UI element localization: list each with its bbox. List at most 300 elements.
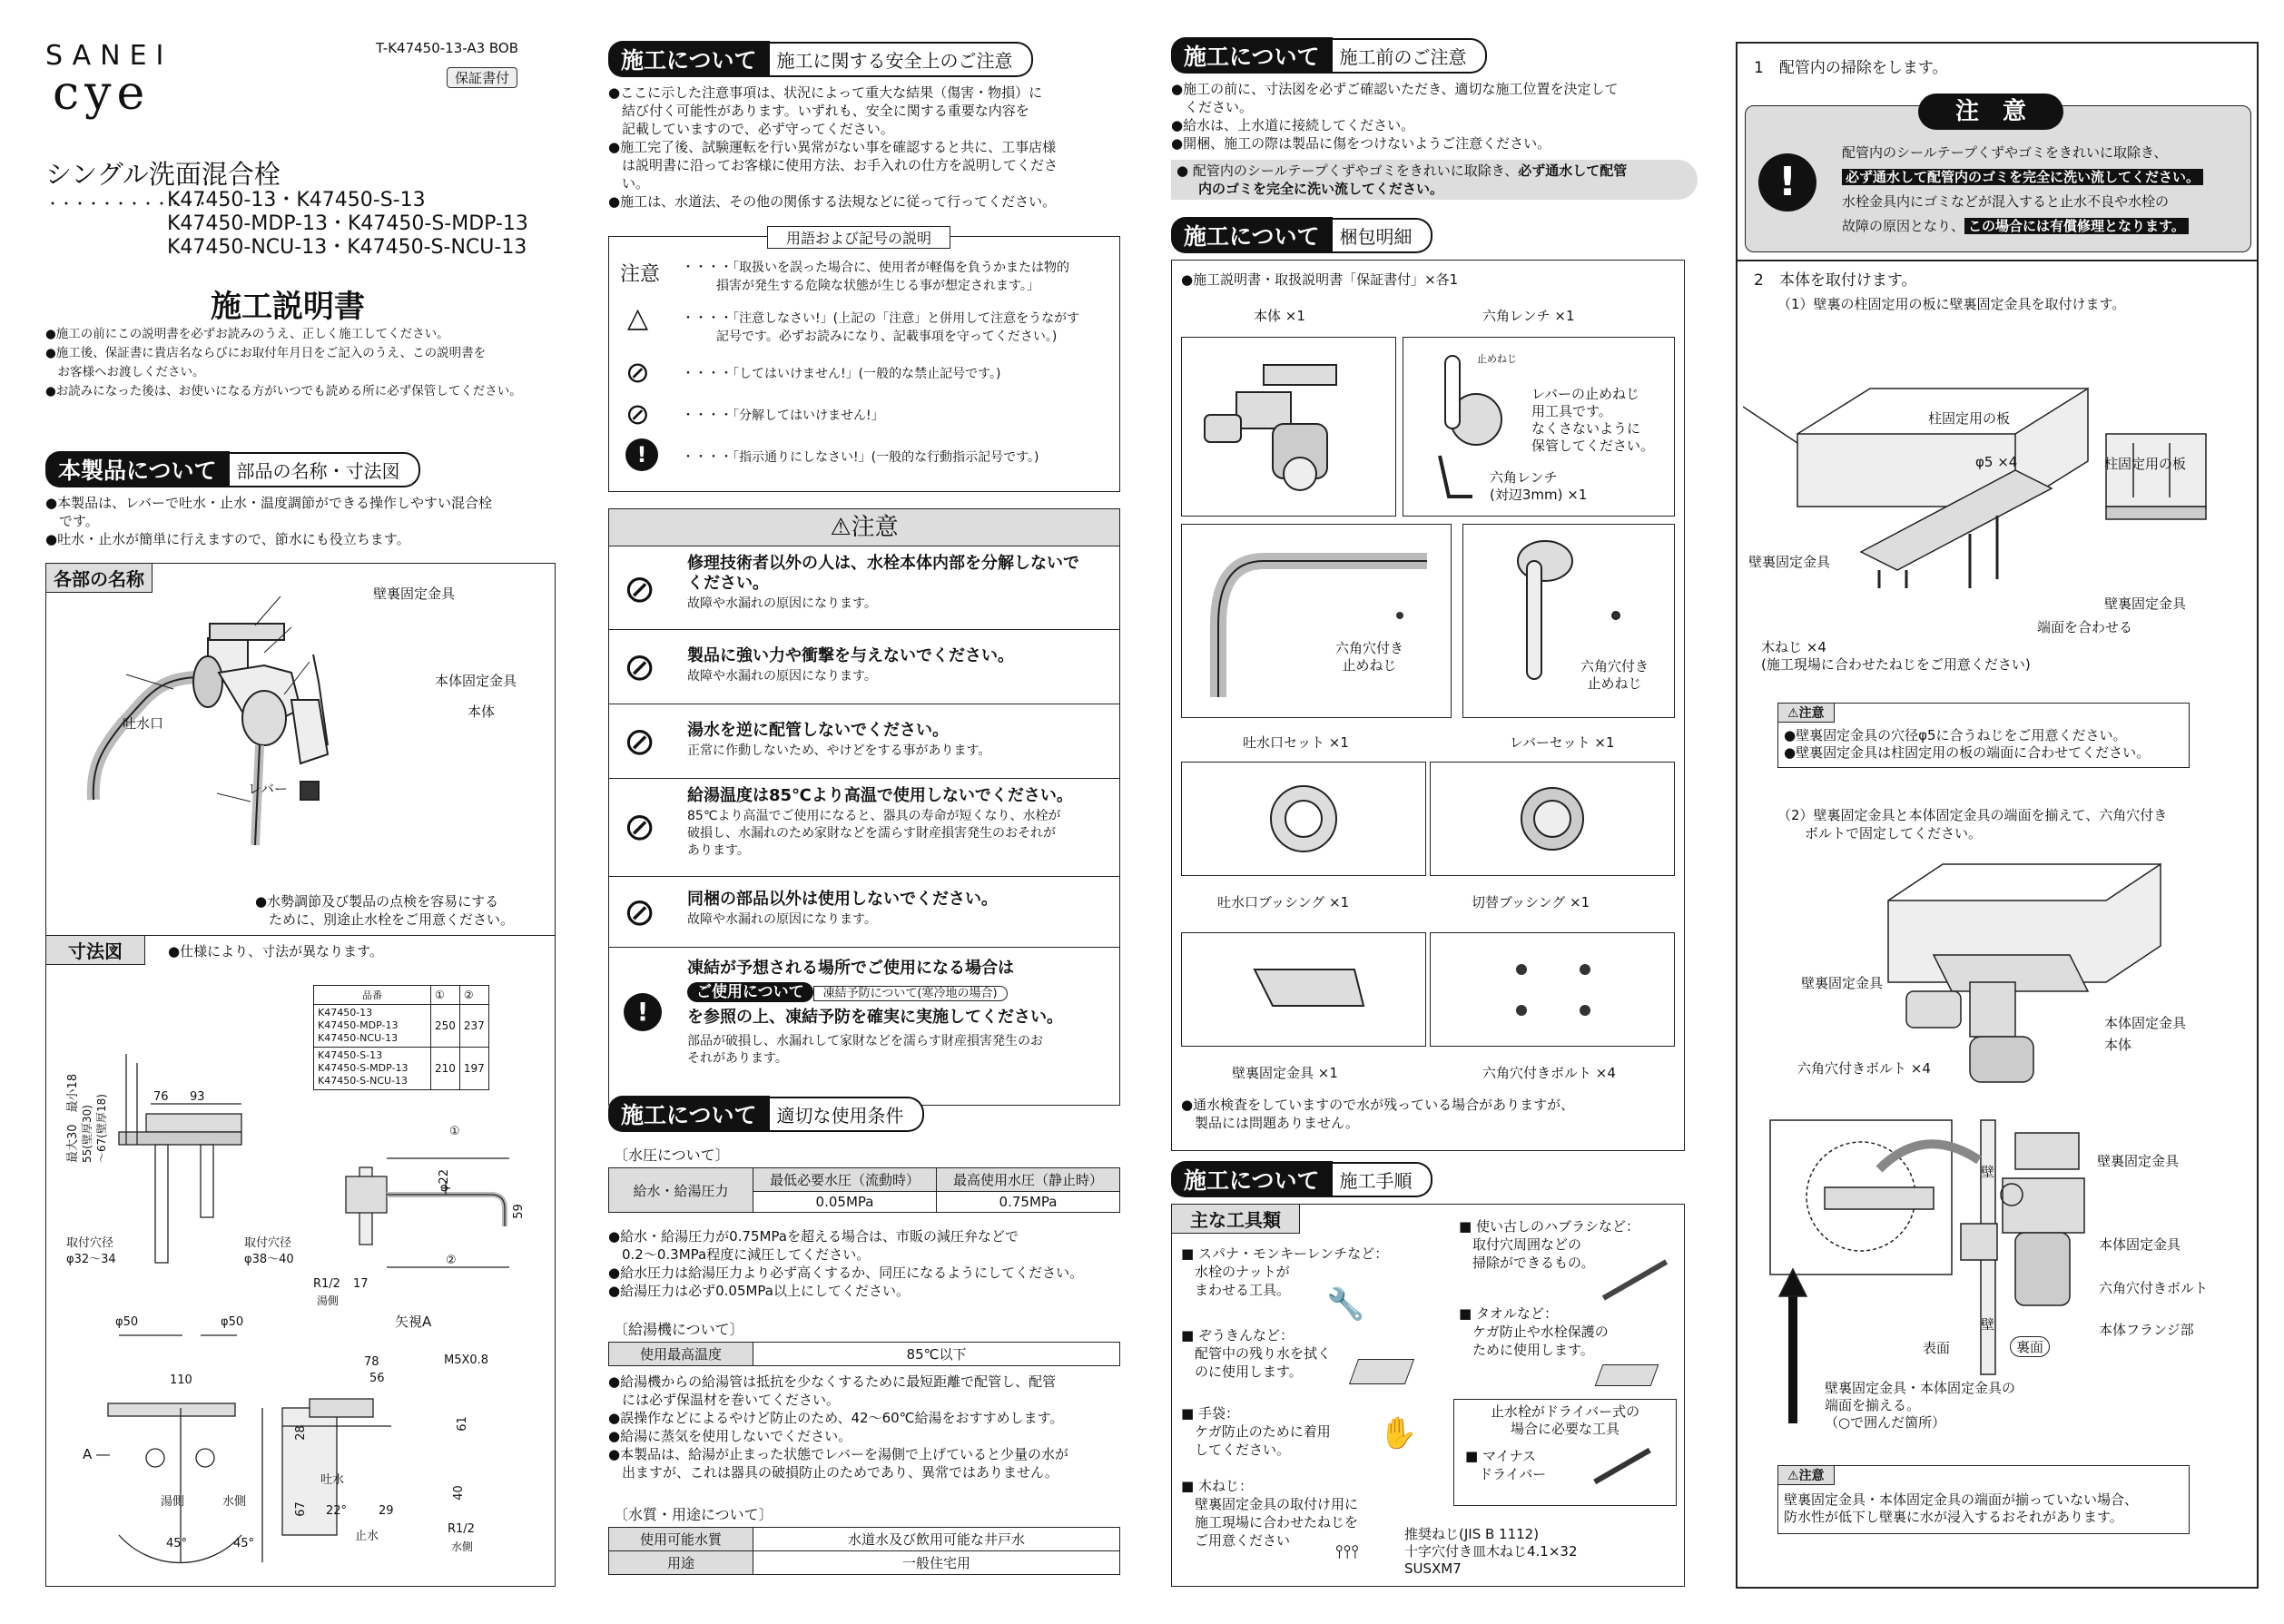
text: 損害が発生する危険な状態が生じる事が想定されます。」 [716, 279, 1039, 293]
screw-icon: ⫯⫯⫯ [1335, 1540, 1360, 1562]
cold-side-b: 水側 [451, 1540, 474, 1553]
terms-title: 用語および記号の説明 [767, 226, 950, 249]
text: ■ 手袋： [1181, 1405, 1239, 1422]
model-line: K47450-13・K47450-S-13 [167, 189, 426, 212]
bullet: ●施工完了後、試験運転を行い異常がない事を確認すると共に、工事店様 [608, 139, 1057, 155]
bushing-illustration [1182, 763, 1425, 875]
pack-bolts-label: 六角穴付きボルト ×4 [1482, 1065, 1616, 1081]
model: K47450-MDP-13 [318, 1019, 399, 1031]
recommended-screw [1404, 1526, 1578, 1578]
table-header: 使用最高温度 [609, 1343, 753, 1366]
caution-detail: 故障や水漏れの原因になります。 [687, 596, 877, 611]
warning-triangle-icon: △ [627, 302, 649, 334]
note: ●給湯機からの給湯管は抵抗を少なくするために最短距離で配管し、配管 [608, 1373, 1057, 1390]
pack-item-bolts [1430, 932, 1675, 1047]
step-2-title: 2 本体を取付けます。 [1754, 271, 1917, 290]
caution-text [687, 554, 1079, 594]
dim-r12b: R1/2 [448, 1522, 475, 1536]
dim-c1: ① [449, 1125, 460, 1138]
text: 壁裏固定金具の取付け用に [1181, 1496, 1359, 1512]
note-line: ●施工の前にこの説明書を必ずお読みのうえ、正しく施工してください。 [45, 327, 449, 341]
pressure-notes [608, 1227, 1083, 1300]
label-body-fix: 本体固定金具 [435, 673, 517, 689]
step-2-1: （1）壁裏の柱固定用の板に壁裏固定金具を取付けます。 [1777, 296, 2126, 312]
text: 用工具です。 [1531, 403, 1612, 419]
view-a: 矢視A [395, 1314, 432, 1330]
text: 防水性が低下し壁裏に水が浸入するおそれがあります。 [1784, 1509, 2123, 1525]
view-a-marker: A ― [83, 1446, 111, 1462]
section-header-product [45, 454, 420, 485]
no-disassemble-icon: ⊘ [624, 566, 656, 611]
section-title: 施工について [608, 1096, 770, 1132]
value: φ38〜40 [244, 1253, 294, 1266]
pack-item-spout [1181, 524, 1452, 718]
dim-hot-side: 湯側 [317, 1294, 340, 1307]
dim-22deg: 22° [326, 1504, 348, 1518]
prohibit-icon: ⊘ [624, 890, 656, 934]
pressure-title: 〔水圧について〕 [614, 1147, 730, 1164]
note-text [1784, 1491, 2138, 1526]
label-wall-2: 壁 [1981, 1316, 1995, 1333]
table-header: 品番 [314, 986, 431, 1005]
dim-76: 76 [153, 1090, 169, 1104]
label-bodyfix: 本体固定金具 [2104, 1015, 2187, 1031]
dim-40: 40 [451, 1485, 466, 1501]
note-text [1784, 727, 2150, 762]
text: 施工現場に合わせたねじを [1181, 1514, 1359, 1530]
step-2-2-illustration [1743, 846, 2251, 1091]
note: ●誤操作などによるやけど防止のため、42〜60℃給湯をおすすめします。 [608, 1410, 1064, 1426]
text: ケガ防止や水栓保護の [1459, 1324, 1609, 1340]
note: 出ますが、これは器具の破損防止のためであり、異常ではありません。 [608, 1464, 1058, 1481]
term-attention-text [682, 310, 1079, 346]
caution-row [609, 778, 1119, 877]
parts-box-title: 各部の名称 [46, 564, 153, 593]
pack-wrench-label: 六角レンチ ×1 [1482, 308, 1575, 324]
dim-78: 78 [364, 1355, 379, 1369]
text: 修理技術者以外の人は、水栓本体内部を分解しないで [687, 554, 1079, 573]
text: 六角穴付き [1335, 640, 1404, 656]
before-bullets [1171, 80, 1619, 153]
dim-phi22: φ22 [438, 1168, 452, 1193]
mandatory-icon: ! [1758, 153, 1816, 212]
table-header: ② [459, 986, 488, 1005]
text: ●通水検査をしていますので水が残っている場合がありますが、 [1181, 1097, 1575, 1113]
caution-text: 製品に強い力や衝撃を与えないでください。 [687, 646, 1014, 665]
note-title: ⚠注意 [1778, 704, 1835, 723]
caution-text: 凍結が予想される場所でご使用になる場合は [687, 959, 1014, 978]
section-title: 本製品について [45, 451, 230, 487]
section-subtitle: 施工前のご注意 [1333, 38, 1487, 74]
pack-wallfix-label: 壁裏固定金具 ×1 [1232, 1065, 1338, 1081]
dim-29: 29 [379, 1504, 394, 1518]
text: あります。 [687, 843, 750, 858]
bracket-illustration [1182, 933, 1425, 1046]
bolts-illustration [1431, 933, 1674, 1046]
dim-67: 〜67(壁厚18) [95, 1094, 108, 1163]
product-name: シングル洗面混合栓 [45, 159, 281, 190]
text: 配管内のシールテープくずやゴミをきれいに取除き、 [1842, 144, 2168, 161]
text: 保管してください。 [1531, 438, 1655, 454]
model-line: K47450-NCU-13・K47450-S-NCU-13 [167, 236, 527, 259]
pack-note [1181, 1096, 1574, 1132]
dim-m5: M5X0.8 [444, 1353, 489, 1367]
label-wall: 壁 [1981, 1164, 1995, 1180]
dimension-box-title: 寸法図 [46, 936, 145, 965]
bullet: ●吐水・止水が簡単に行えますので、節水にも役立ちます。 [45, 531, 410, 547]
text: ご用意ください [1181, 1532, 1291, 1549]
text: ●壁裏固定金具は柱固定用の板の端面に合わせてください。 [1784, 744, 2151, 761]
text: 六角レンチ [1490, 469, 1558, 486]
table-cell: 85℃以下 [753, 1343, 1120, 1366]
text: ■ スパナ・モンキーレンチなど： [1181, 1245, 1389, 1262]
dim-55: 55(壁厚30) [81, 1105, 94, 1163]
step-2-3-caption [1825, 1380, 2015, 1432]
section-subtitle: 適切な使用条件 [770, 1097, 924, 1132]
model: K47450-13 [318, 1007, 373, 1019]
section-header-procedure [1171, 1164, 1432, 1195]
pack-item-wallfix [1181, 932, 1426, 1047]
text: してください。 [1181, 1442, 1291, 1458]
label-board: 柱固定用の板 [1928, 410, 2011, 427]
wrench-note [1531, 386, 1654, 455]
spout-illustration [1182, 525, 1451, 717]
gloves-icon: ✋ [1379, 1415, 1418, 1452]
text: ドライバー [1465, 1466, 1547, 1482]
table-cell: 250 [431, 1005, 460, 1048]
text: レバーの止めねじ [1531, 386, 1639, 402]
stopvalve-note [255, 892, 514, 929]
note-title: ⚠注意 [1778, 1466, 1835, 1485]
text: ■ タオルなど： [1459, 1305, 1558, 1322]
text: この場合には有償修理となります。 [1964, 218, 2189, 234]
text: 壁裏固定金具・本体固定金具の [1825, 1380, 2016, 1396]
bushing-illustration [1431, 763, 1674, 875]
dim-wall-thickness: 最大30 最小18 [66, 1073, 80, 1163]
bullet: 結び付く可能性があります。いずれも、安全に関する重要な内容を [608, 103, 1029, 119]
text: 製品には問題ありません。 [1181, 1115, 1359, 1131]
label-bolts: 六角穴付きボルト ×4 [1797, 1060, 1931, 1077]
section-title: 施工について [1171, 37, 1333, 74]
text: まわせる工具。 [1181, 1282, 1291, 1298]
text: ■ 木ねじ： [1181, 1478, 1253, 1494]
text: 85℃より高温でご使用になると、器具の寿命が短くなり、水栓が [687, 809, 1061, 823]
term-caution: 注意 [620, 263, 661, 286]
text: ●壁裏固定金具の穴径φ5に合うねじをご用意ください。 [1784, 727, 2127, 743]
bullet: ●本製品は、レバーで吐水・止水・温度調節ができる操作しやすい混合栓 [45, 495, 493, 511]
text: 配管中の残り水を拭く [1181, 1345, 1332, 1362]
text: ● 配管内のシールテープくずやゴミをきれいに取除き、 [1176, 162, 1519, 179]
bullet: ください。 [1171, 99, 1254, 115]
prohibit-icon: ⊘ [624, 804, 656, 849]
table-cell: 一般住宅用 [753, 1551, 1120, 1575]
text: 注意 [1798, 706, 1825, 721]
table-header: 最高使用水圧（静止時） [937, 1168, 1120, 1192]
text: ・・・・「注意しなさい!」(上記の「注意」と併用して注意をうながす [682, 311, 1080, 326]
warranty-badge: 保証書付 [447, 67, 517, 88]
pack-top-note: ●施工説明書・取扱説明書「保証書付」×各1 [1181, 271, 1459, 288]
prohibit-icon: ⊘ [624, 645, 656, 689]
pack-body-label: 本体 ×1 [1254, 308, 1305, 324]
note: には必ず保温材を巻いてください。 [608, 1392, 841, 1408]
caution-text: 給湯温度は85℃より高温で使用しないでください。 [687, 786, 1073, 805]
tool-screws [1181, 1477, 1358, 1550]
text: 止水栓がドライバー式の [1490, 1403, 1640, 1420]
section-title: 施工について [1171, 1161, 1333, 1197]
caution-detail [687, 808, 1061, 860]
table-cell: 197 [459, 1048, 488, 1090]
text [1842, 214, 2203, 239]
table-header: 使用可能水質 [609, 1528, 753, 1551]
mount-hole-1 [66, 1235, 116, 1268]
wrench-caption [1490, 469, 1587, 504]
text: 六角穴付き [1580, 658, 1649, 674]
model-line: K47450-MDP-13・K47450-S-MDP-13 [167, 212, 528, 235]
caution-row [609, 546, 1119, 630]
caution-text: 湯水を逆に配管しないでください。 [687, 721, 949, 740]
brand-logo [45, 40, 172, 121]
quality-title: 〔水質・用途について〕 [614, 1506, 773, 1523]
text: ボルトで固定してください。 [1777, 825, 1983, 842]
text: ■ ぞうきんなど： [1181, 1327, 1294, 1343]
caution-label: 注 意 [1918, 94, 2063, 130]
safety-bullets [608, 84, 1058, 211]
text: なくさないように [1531, 420, 1641, 437]
section-subtitle: 部品の名称・寸法図 [230, 452, 420, 487]
driver-box-title [1454, 1403, 1676, 1438]
table-header: 給水・給湯圧力 [609, 1168, 753, 1213]
page-title: 施工説明書 [211, 289, 365, 325]
bullet: です。 [45, 513, 99, 529]
note-line: お客様へお渡しください。 [45, 365, 205, 379]
text: 必ず通水して配管内のゴミを完全に洗い流してください。 [1842, 169, 2203, 185]
text: 掃除ができるもの。 [1459, 1255, 1595, 1271]
text: 故障の原因となり、 [1842, 218, 1965, 234]
section-subtitle: 梱包明細 [1333, 218, 1432, 253]
section-title: 施工について [608, 41, 770, 77]
tool-towel [1459, 1304, 1609, 1359]
hot-side: 湯側 [161, 1495, 185, 1509]
label-wallfix-4: 壁裏固定金具 [2097, 1153, 2180, 1169]
caution-row [609, 876, 1119, 948]
bullet: ●施工の前に、寸法図を必ずご確認いただき、適切な施工位置を決定して [1171, 81, 1619, 97]
text: 推奨ねじ(JIS B 1112) [1404, 1526, 1540, 1542]
dim-61: 61 [455, 1416, 469, 1432]
bullet: ●施工は、水道法、その他の関係する法規などに従って行ってください。 [608, 193, 1057, 210]
brand-name: SANEI [45, 40, 173, 72]
tool-rag [1181, 1326, 1331, 1381]
heater-table [608, 1342, 1120, 1366]
text: 取付穴周囲などの [1459, 1236, 1582, 1253]
label-wallfix: 壁裏固定金具 [1748, 554, 1831, 570]
text: ために使用します。 [1459, 1342, 1594, 1358]
pack-bushing2-label: 切替ブッシング ×1 [1472, 894, 1590, 910]
label-wall-fix: 壁裏固定金具 [373, 586, 456, 602]
faucet-illustration [46, 564, 555, 936]
text: それがあります。 [687, 1051, 788, 1066]
pack-lever-label: レバーセット ×1 [1510, 734, 1615, 751]
dim-67b: 67 [293, 1501, 308, 1517]
note-line: ために、別途止水栓をご用意ください。 [255, 911, 515, 928]
label-bodyfix-2: 本体固定金具 [2099, 1236, 2181, 1253]
text: 内のゴミを完全に洗い流してください。 [1198, 181, 1444, 197]
section-header-safety [608, 44, 1033, 74]
bullet: ●ここに示した注意事項は、状況によって重大な結果（傷害・物損）に [608, 84, 1043, 101]
note: ●給湯圧力は必ず0.05MPa以上にしてください。 [608, 1283, 910, 1299]
label-wallfix-3: 壁裏固定金具 [1801, 975, 1884, 991]
caution-row [609, 629, 1119, 704]
freeze-ref [687, 982, 1008, 1004]
section-header-pack [1171, 220, 1432, 251]
dimension-box [45, 935, 556, 1587]
model: K47450-S-13 [318, 1049, 383, 1061]
caution-text: 同梱の部品以外は使用しないでください。 [687, 890, 998, 909]
label-spout: 吐水口 [123, 715, 164, 732]
caution-detail: 故障や水漏れの原因になります。 [687, 912, 877, 927]
dimension-note: ●仕様により、寸法が異なります。 [168, 943, 383, 960]
note-line: ●お読みになった後は、お使いになる方がいつでも読める所に必ず保管してください。 [45, 384, 522, 399]
package-box [1171, 260, 1685, 1151]
text: 水栓金具内にゴミなどが混入すると止水不良や水栓の [1842, 193, 2170, 210]
term-caution-text [682, 259, 1069, 295]
dim-r12: R1/2 [313, 1277, 340, 1291]
steps-frame [1736, 42, 2259, 1589]
bullet: ●開梱、施工の際は製品に傷をつけないようご注意ください。 [1171, 135, 1551, 152]
model: K47450-NCU-13 [318, 1032, 399, 1044]
bullet: ●給水は、上水道に接続してください。 [1171, 117, 1415, 133]
heater-notes [608, 1373, 1068, 1481]
mandatory-icon: ! [624, 993, 662, 1031]
note: 0.2〜0.3MPa程度に減圧してください。 [608, 1246, 871, 1263]
text: 場合に必要な工具 [1510, 1421, 1619, 1437]
model: K47450-S-NCU-13 [318, 1075, 409, 1087]
pack-item-bushing1 [1181, 762, 1426, 876]
before-highlight [1171, 160, 1698, 200]
table-cell: 210 [431, 1048, 460, 1090]
text: （○で囲んだ箇所） [1825, 1414, 1946, 1431]
text: 必ず通水して配管 [1518, 162, 1628, 179]
section-subtitle: 施工に関する安全上のご注意 [770, 42, 1033, 77]
text: ■ マイナス [1465, 1448, 1537, 1464]
document-code: T-K47450-13-A3 BOB [376, 40, 519, 56]
label-board-2: 柱固定用の板 [2104, 456, 2187, 472]
note: ●本製品は、給湯が止まった状態でレバーを湯側で上げていると少量の水が [608, 1446, 1069, 1462]
no-disassemble-icon: ⊘ [625, 397, 650, 431]
step-2-3-note [1777, 1465, 2190, 1534]
text: 水栓のナットが [1181, 1264, 1290, 1280]
dimension-drawing [46, 936, 555, 1586]
pack-spout-label: 吐水口セット ×1 [1243, 734, 1349, 751]
tools-title: 主な工具類 [1172, 1205, 1300, 1234]
table-header: 用途 [609, 1551, 753, 1575]
intro-notes [45, 325, 522, 401]
bullet: は説明書に沿ってお客様に使用方法、お手入れの仕方を説明してくださ [608, 157, 1058, 173]
text: （2）壁裏固定金具と本体固定金具の端面を揃えて、六角穴付き [1777, 807, 2168, 823]
text: 端面を揃える。 [1825, 1397, 1921, 1413]
label-back: 裏面 [2010, 1336, 2050, 1357]
caution-row-freeze [609, 947, 1119, 1106]
table-cell: 0.05MPa [753, 1192, 937, 1213]
screwdriver-icon [1593, 1448, 1651, 1484]
text: 部品が破損し、水漏れして家財などを濡らす財産損害発生のお [687, 1034, 1043, 1048]
dim-93: 93 [190, 1090, 205, 1104]
step-2-1-illustration [1743, 316, 2251, 588]
text [1842, 165, 2203, 190]
model-dots: ・・・・・・・・・・・・ [45, 195, 210, 212]
text: SUSXM7 [1404, 1560, 1462, 1577]
stop-dir: 止水 [355, 1530, 379, 1543]
label-front: 表面 [1923, 1340, 1951, 1356]
pack-bushing1-label: 吐水口ブッシング ×1 [1217, 894, 1350, 910]
label-edge: 端面を合わせる [2037, 619, 2133, 635]
text: ■ 使い古しのハブラシなど： [1459, 1218, 1639, 1235]
body-illustration [1182, 338, 1395, 516]
step-2-2 [1777, 806, 2167, 842]
step-1-caution [1745, 98, 2251, 252]
mount-hole-2 [244, 1235, 294, 1268]
hex-screw-1 [1335, 640, 1403, 674]
section-ref-pill: ご使用について [687, 982, 813, 1002]
text: (施工現場に合わせたねじをご用意ください) [1761, 656, 2031, 673]
text: 木ねじ ×4 [1761, 639, 1826, 655]
dim-56: 56 [369, 1372, 385, 1385]
angle-right: 45° [233, 1537, 255, 1550]
table-cell: 水道水及び飲用可能な井戸水 [753, 1528, 1120, 1551]
label-screw [1761, 639, 2031, 674]
section-title: 施工について [1171, 217, 1333, 253]
table-cell: 237 [459, 1005, 488, 1048]
tool-brush [1459, 1217, 1639, 1272]
parts-box [45, 563, 556, 937]
spout-dir: 吐水 [320, 1473, 345, 1487]
caution-row [609, 704, 1119, 779]
text: のに使用します。 [1181, 1363, 1303, 1380]
text: (対辺3mm) ×1 [1490, 487, 1588, 503]
text: 破損し、水漏れのため家財などを濡らす財産損害発生のおそれが [687, 826, 1056, 841]
section-header-conditions [608, 1098, 924, 1129]
tool-gloves [1181, 1404, 1331, 1459]
note: ●給湯に蒸気を使用しないでください。 [608, 1428, 852, 1444]
towel-icon [1595, 1364, 1659, 1386]
tools-box [1171, 1204, 1685, 1587]
pressure-table [608, 1167, 1120, 1213]
term-disassemble-text: ・・・・「分解してはいけません!」 [682, 408, 884, 423]
label-body: 本体 [2104, 1037, 2132, 1053]
text: 十字穴付き皿木ねじ4.1×32 [1404, 1543, 1578, 1560]
value: φ32〜34 [66, 1253, 116, 1266]
heater-title: 〔給湯機について〕 [614, 1321, 744, 1338]
note-line: ●施工後、保証書に貴店名ならびにお取付年月日をご記入のうえ、この説明書を [45, 346, 487, 360]
model: K47450-S-MDP-13 [318, 1062, 409, 1074]
text: 止めねじ [1587, 675, 1642, 692]
note-line: ●水勢調節及び製品の点検を容易にする [255, 893, 499, 910]
label-bolt-2: 六角穴付きボルト [2099, 1280, 2209, 1296]
divider [1738, 260, 2257, 261]
dim-phi50-a: φ50 [115, 1315, 139, 1329]
table-row [609, 1528, 1120, 1551]
table-row [609, 1551, 1120, 1575]
rag-icon [1349, 1359, 1414, 1384]
table-header: 最低必要水圧（流動時） [753, 1168, 937, 1192]
term-mandatory-text: ・・・・「指示通りにしなさい!」(一般的な行動指示記号です。) [682, 450, 1039, 465]
table-header: ① [431, 986, 460, 1005]
cold-side: 水側 [222, 1495, 247, 1509]
dim-phi50-b: φ50 [221, 1315, 244, 1329]
quality-table [608, 1527, 1120, 1575]
caution-title: 注意 [851, 514, 899, 541]
label-wallfix-2: 壁裏固定金具 [2104, 595, 2187, 612]
driver-box [1453, 1399, 1677, 1506]
